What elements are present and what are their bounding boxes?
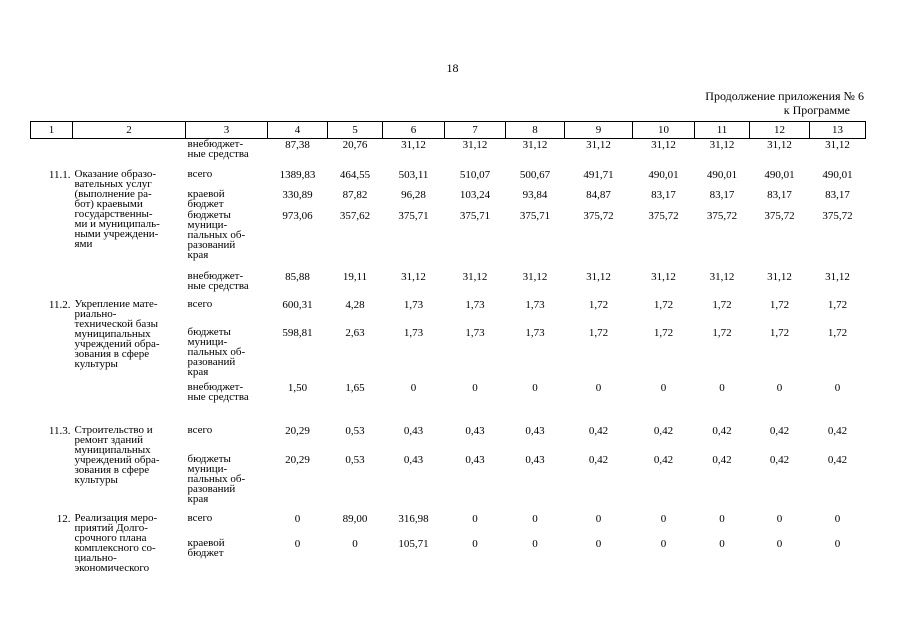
value-cell: 0 [532, 381, 538, 394]
activity-name-line: ями [74, 237, 93, 250]
value-cell: 0,43 [525, 453, 545, 466]
activity-name-line: Строительство и [74, 423, 153, 436]
value-cell: 0 [472, 381, 478, 394]
value-cell: 20,29 [285, 424, 310, 437]
activity-name-line: срочного плана [74, 531, 147, 544]
value-cell: 83,17 [767, 188, 792, 201]
activity-name-line: технической базы [74, 317, 159, 330]
funding-source [186, 299, 268, 327]
value-cell: 357,62 [339, 209, 371, 222]
value-cell: 105,71 [398, 537, 429, 550]
table-row [31, 513, 866, 538]
activity-name-line: зования в сфере [74, 463, 150, 476]
funding-source-line: бюджеты [187, 208, 231, 221]
activity-name-line: Реализация меро- [74, 511, 158, 524]
value-cell: 96,28 [401, 188, 426, 201]
value-cell: 20,29 [285, 453, 310, 466]
value-cell: 0,42 [653, 424, 674, 437]
funding-source-line: ные средства [187, 148, 249, 160]
value-cell: 0 [595, 512, 602, 525]
activity-name [73, 139, 186, 169]
value-cell: 490,01 [822, 168, 853, 181]
value-cell: 1,72 [712, 326, 732, 339]
column-number-row [31, 122, 866, 139]
funding-source-line: пальных об- [187, 228, 246, 241]
funding-source [186, 189, 268, 210]
funding-source-line: муници- [187, 218, 228, 231]
funding-source-line: разований [187, 238, 236, 251]
value-cell: 31,12 [825, 270, 850, 283]
value-cell: 375,71 [398, 209, 429, 222]
value-cell: 31,12 [462, 270, 488, 283]
funding-source-line: разований [187, 482, 236, 495]
funding-source-line: всего [187, 511, 213, 524]
funding-source-line: бюджет [187, 546, 224, 559]
value-cell: 0 [472, 512, 478, 525]
funding-source [186, 271, 268, 299]
table-row [31, 299, 866, 327]
value-cell: 0,42 [769, 453, 790, 466]
funding-source-line: пальных об- [187, 345, 246, 358]
value-cell: 31,12 [401, 139, 426, 151]
funding-source-line: края [187, 492, 209, 505]
funding-source-line: всего [187, 297, 213, 310]
funding-source-line: внебюджет- [187, 269, 244, 282]
row-number [31, 139, 73, 169]
continuation-line-2: к Программе [783, 103, 850, 117]
column-header-7: 7 [445, 122, 506, 139]
value-cell: 375,71 [519, 209, 551, 222]
value-cell: 598,81 [282, 326, 313, 339]
funding-source [186, 382, 268, 425]
row-number: 11.2. [48, 298, 71, 311]
funding-source-line: краевой [187, 536, 225, 549]
value-cell: 0,53 [345, 424, 365, 437]
activity-name-line: государственны- [74, 207, 153, 220]
funding-source [186, 169, 268, 189]
value-cell: 1,72 [588, 326, 609, 339]
activity-name [73, 425, 186, 513]
value-cell: 4,28 [345, 298, 365, 311]
funding-source-line: всего [187, 423, 213, 436]
activity-name-line: экономического [74, 561, 150, 574]
value-cell: 31,12 [651, 270, 676, 283]
value-cell: 31,12 [586, 270, 611, 283]
value-cell: 1,73 [465, 298, 485, 311]
value-cell: 490,01 [706, 168, 738, 181]
value-cell: 1,72 [769, 298, 790, 311]
value-cell: 0 [660, 381, 667, 394]
activity-name-line: культуры [74, 473, 118, 486]
column-header-4: 4 [268, 122, 328, 139]
continuation-line-1: Продолжение приложения № 6 [705, 89, 864, 103]
activity-name-line: Укрепление мате- [74, 297, 158, 310]
activity-name-line: ми и муниципаль- [74, 217, 160, 230]
activity-name-line: приятий Долго- [74, 521, 148, 534]
activity-name-line: ными учреждени- [74, 227, 159, 240]
value-cell: 0 [410, 381, 417, 394]
value-cell: 87,82 [342, 188, 368, 201]
value-cell: 0 [660, 537, 667, 550]
value-cell: 0,42 [769, 424, 790, 437]
value-cell: 0,43 [465, 453, 485, 466]
value-cell: 0 [776, 537, 783, 550]
activity-name-line: учреждений обра- [74, 453, 160, 466]
value-cell: 0 [719, 512, 725, 525]
value-cell: 85,88 [285, 270, 310, 283]
funding-source [186, 425, 268, 454]
continuation-note [705, 89, 864, 117]
activity-name [73, 169, 186, 299]
funding-source [186, 210, 268, 271]
value-cell: 0 [472, 537, 478, 550]
value-cell: 0,43 [403, 424, 424, 437]
value-cell: 0 [352, 537, 358, 550]
value-cell: 19,11 [342, 270, 368, 283]
activity-name-line: муниципальных [74, 327, 151, 340]
funding-source-line: бюджет [187, 197, 224, 210]
value-cell: 0 [719, 537, 725, 550]
value-cell: 83,17 [709, 188, 735, 201]
activity-name [73, 299, 186, 425]
value-cell: 31,12 [586, 139, 611, 151]
activity-name-line: вательных услуг [74, 177, 152, 190]
column-header-3: 3 [186, 122, 268, 139]
funding-source [186, 327, 268, 382]
value-cell: 1,73 [465, 326, 485, 339]
value-cell: 375,72 [583, 209, 614, 222]
activity-name [73, 513, 186, 583]
value-cell: 375,72 [822, 209, 853, 222]
column-header-10: 10 [633, 122, 695, 139]
row-number: 12. [56, 512, 71, 525]
value-cell: 0,43 [525, 424, 545, 437]
table-row [31, 169, 866, 189]
value-cell: 0 [294, 512, 301, 525]
activity-name-line: Оказание образо- [74, 167, 157, 180]
funding-source-line: краевой [187, 187, 225, 200]
value-cell: 0 [532, 537, 538, 550]
column-header-11: 11 [695, 122, 750, 139]
activity-name-line: муниципальных [74, 443, 151, 456]
value-cell: 0 [834, 512, 841, 525]
value-cell: 1,73 [525, 298, 545, 311]
value-cell: 31,12 [767, 270, 792, 283]
activity-name-line: зования в сфере [74, 347, 150, 360]
value-cell: 973,06 [282, 209, 313, 222]
value-cell: 1,72 [769, 326, 790, 339]
row-number: 11.1. [48, 168, 71, 181]
value-cell: 31,12 [825, 139, 850, 151]
value-cell: 89,00 [342, 512, 368, 525]
activity-name-line: (выполнение ра- [74, 187, 152, 200]
funding-source [186, 513, 268, 538]
value-cell: 31,12 [767, 139, 792, 151]
activity-name-line: циально- [74, 551, 117, 564]
value-cell: 330,89 [282, 188, 313, 201]
activity-name-line: учреждений обра- [74, 337, 160, 350]
value-cell: 0 [776, 381, 783, 394]
value-cell: 0 [834, 537, 841, 550]
column-header-1: 1 [31, 122, 73, 139]
value-cell: 600,31 [282, 298, 313, 311]
column-header-12: 12 [750, 122, 810, 139]
value-cell: 0,42 [712, 424, 732, 437]
table-body [31, 139, 866, 583]
column-header-2: 2 [73, 122, 186, 139]
value-cell: 1,72 [653, 298, 674, 311]
value-cell: 464,55 [339, 168, 371, 181]
value-cell: 83,17 [651, 188, 676, 201]
value-cell: 0,43 [465, 424, 485, 437]
funding-source-line: края [187, 365, 209, 378]
value-cell: 84,87 [586, 188, 611, 201]
value-cell: 316,98 [398, 512, 429, 525]
value-cell: 490,01 [764, 168, 795, 181]
funding-source-line: бюджеты [187, 452, 231, 465]
funding-source-line: внебюджет- [187, 380, 244, 393]
value-cell: 20,76 [342, 139, 368, 151]
funding-source [186, 538, 268, 583]
value-cell: 0,42 [588, 424, 609, 437]
value-cell: 0,43 [403, 453, 424, 466]
value-cell: 0,42 [588, 453, 609, 466]
funding-source-line: ные средства [187, 390, 249, 403]
page-number: 18 [446, 61, 459, 75]
value-cell: 31,12 [522, 270, 548, 283]
value-cell: 1,72 [827, 298, 848, 311]
value-cell: 31,12 [462, 139, 488, 151]
value-cell: 0,53 [345, 453, 365, 466]
value-cell: 375,72 [764, 209, 795, 222]
value-cell: 0 [294, 537, 301, 550]
value-cell: 93,84 [522, 188, 548, 201]
value-cell: 31,12 [401, 270, 426, 283]
value-cell: 1,72 [653, 326, 674, 339]
funding-source-line: муници- [187, 335, 228, 348]
funding-source-line: пальных об- [187, 472, 246, 485]
value-cell: 0,42 [712, 453, 732, 466]
value-cell: 1,73 [525, 326, 545, 339]
value-cell: 1,72 [588, 298, 609, 311]
value-cell: 31,12 [709, 139, 735, 151]
column-header-9: 9 [565, 122, 633, 139]
value-cell: 500,67 [519, 168, 551, 181]
activity-name-line: культуры [74, 357, 118, 370]
column-header-13: 13 [810, 122, 866, 139]
value-cell: 0,42 [827, 424, 848, 437]
funding-source [186, 454, 268, 513]
value-cell: 510,07 [459, 168, 491, 181]
value-cell: 503,11 [398, 168, 429, 181]
value-cell: 0 [595, 537, 602, 550]
value-cell: 1,72 [827, 326, 848, 339]
value-cell: 83,17 [825, 188, 850, 201]
activity-name-line: комплексного со- [74, 541, 156, 554]
column-header-5: 5 [328, 122, 383, 139]
column-header-8: 8 [506, 122, 565, 139]
table-row [31, 139, 866, 169]
row-number: 11.3. [48, 424, 71, 437]
value-cell: 1,65 [345, 381, 365, 394]
value-cell: 87,38 [285, 139, 310, 151]
value-cell: 491,71 [583, 168, 614, 181]
value-cell: 31,12 [651, 139, 676, 151]
value-cell: 1389,83 [279, 168, 316, 181]
value-cell: 375,72 [648, 209, 679, 222]
value-cell: 1,50 [287, 381, 308, 394]
program-table [30, 121, 866, 583]
value-cell: 103,24 [459, 188, 491, 201]
value-cell: 0 [834, 381, 841, 394]
column-header-6: 6 [383, 122, 445, 139]
table-row [31, 425, 866, 454]
value-cell: 0 [532, 512, 538, 525]
funding-source [186, 139, 268, 169]
value-cell: 490,01 [648, 168, 679, 181]
activity-name-line: бот) краевыми [74, 197, 143, 210]
value-cell: 1,73 [403, 298, 424, 311]
funding-source-line: всего [187, 167, 213, 180]
value-cell: 0,42 [653, 453, 674, 466]
funding-source-line: внебюджет- [187, 138, 244, 150]
activity-name-line: риально- [74, 307, 117, 320]
value-cell: 0 [719, 381, 725, 394]
funding-source-line: муници- [187, 462, 228, 475]
funding-source-line: края [187, 248, 209, 261]
activity-name-line: ремонт зданий [74, 433, 144, 446]
value-cell: 1,73 [403, 326, 424, 339]
value-cell: 31,12 [522, 139, 548, 151]
value-cell: 375,71 [459, 209, 491, 222]
funding-source-line: бюджеты [187, 325, 231, 338]
value-cell: 31,12 [709, 270, 735, 283]
funding-source-line: ные средства [187, 279, 249, 292]
value-cell: 2,63 [345, 326, 365, 339]
value-cell: 0 [595, 381, 602, 394]
value-cell: 0 [660, 512, 667, 525]
value-cell: 1,72 [712, 298, 732, 311]
value-cell: 375,72 [706, 209, 738, 222]
funding-source-line: разований [187, 355, 236, 368]
value-cell: 0,42 [827, 453, 848, 466]
value-cell: 0 [776, 512, 783, 525]
